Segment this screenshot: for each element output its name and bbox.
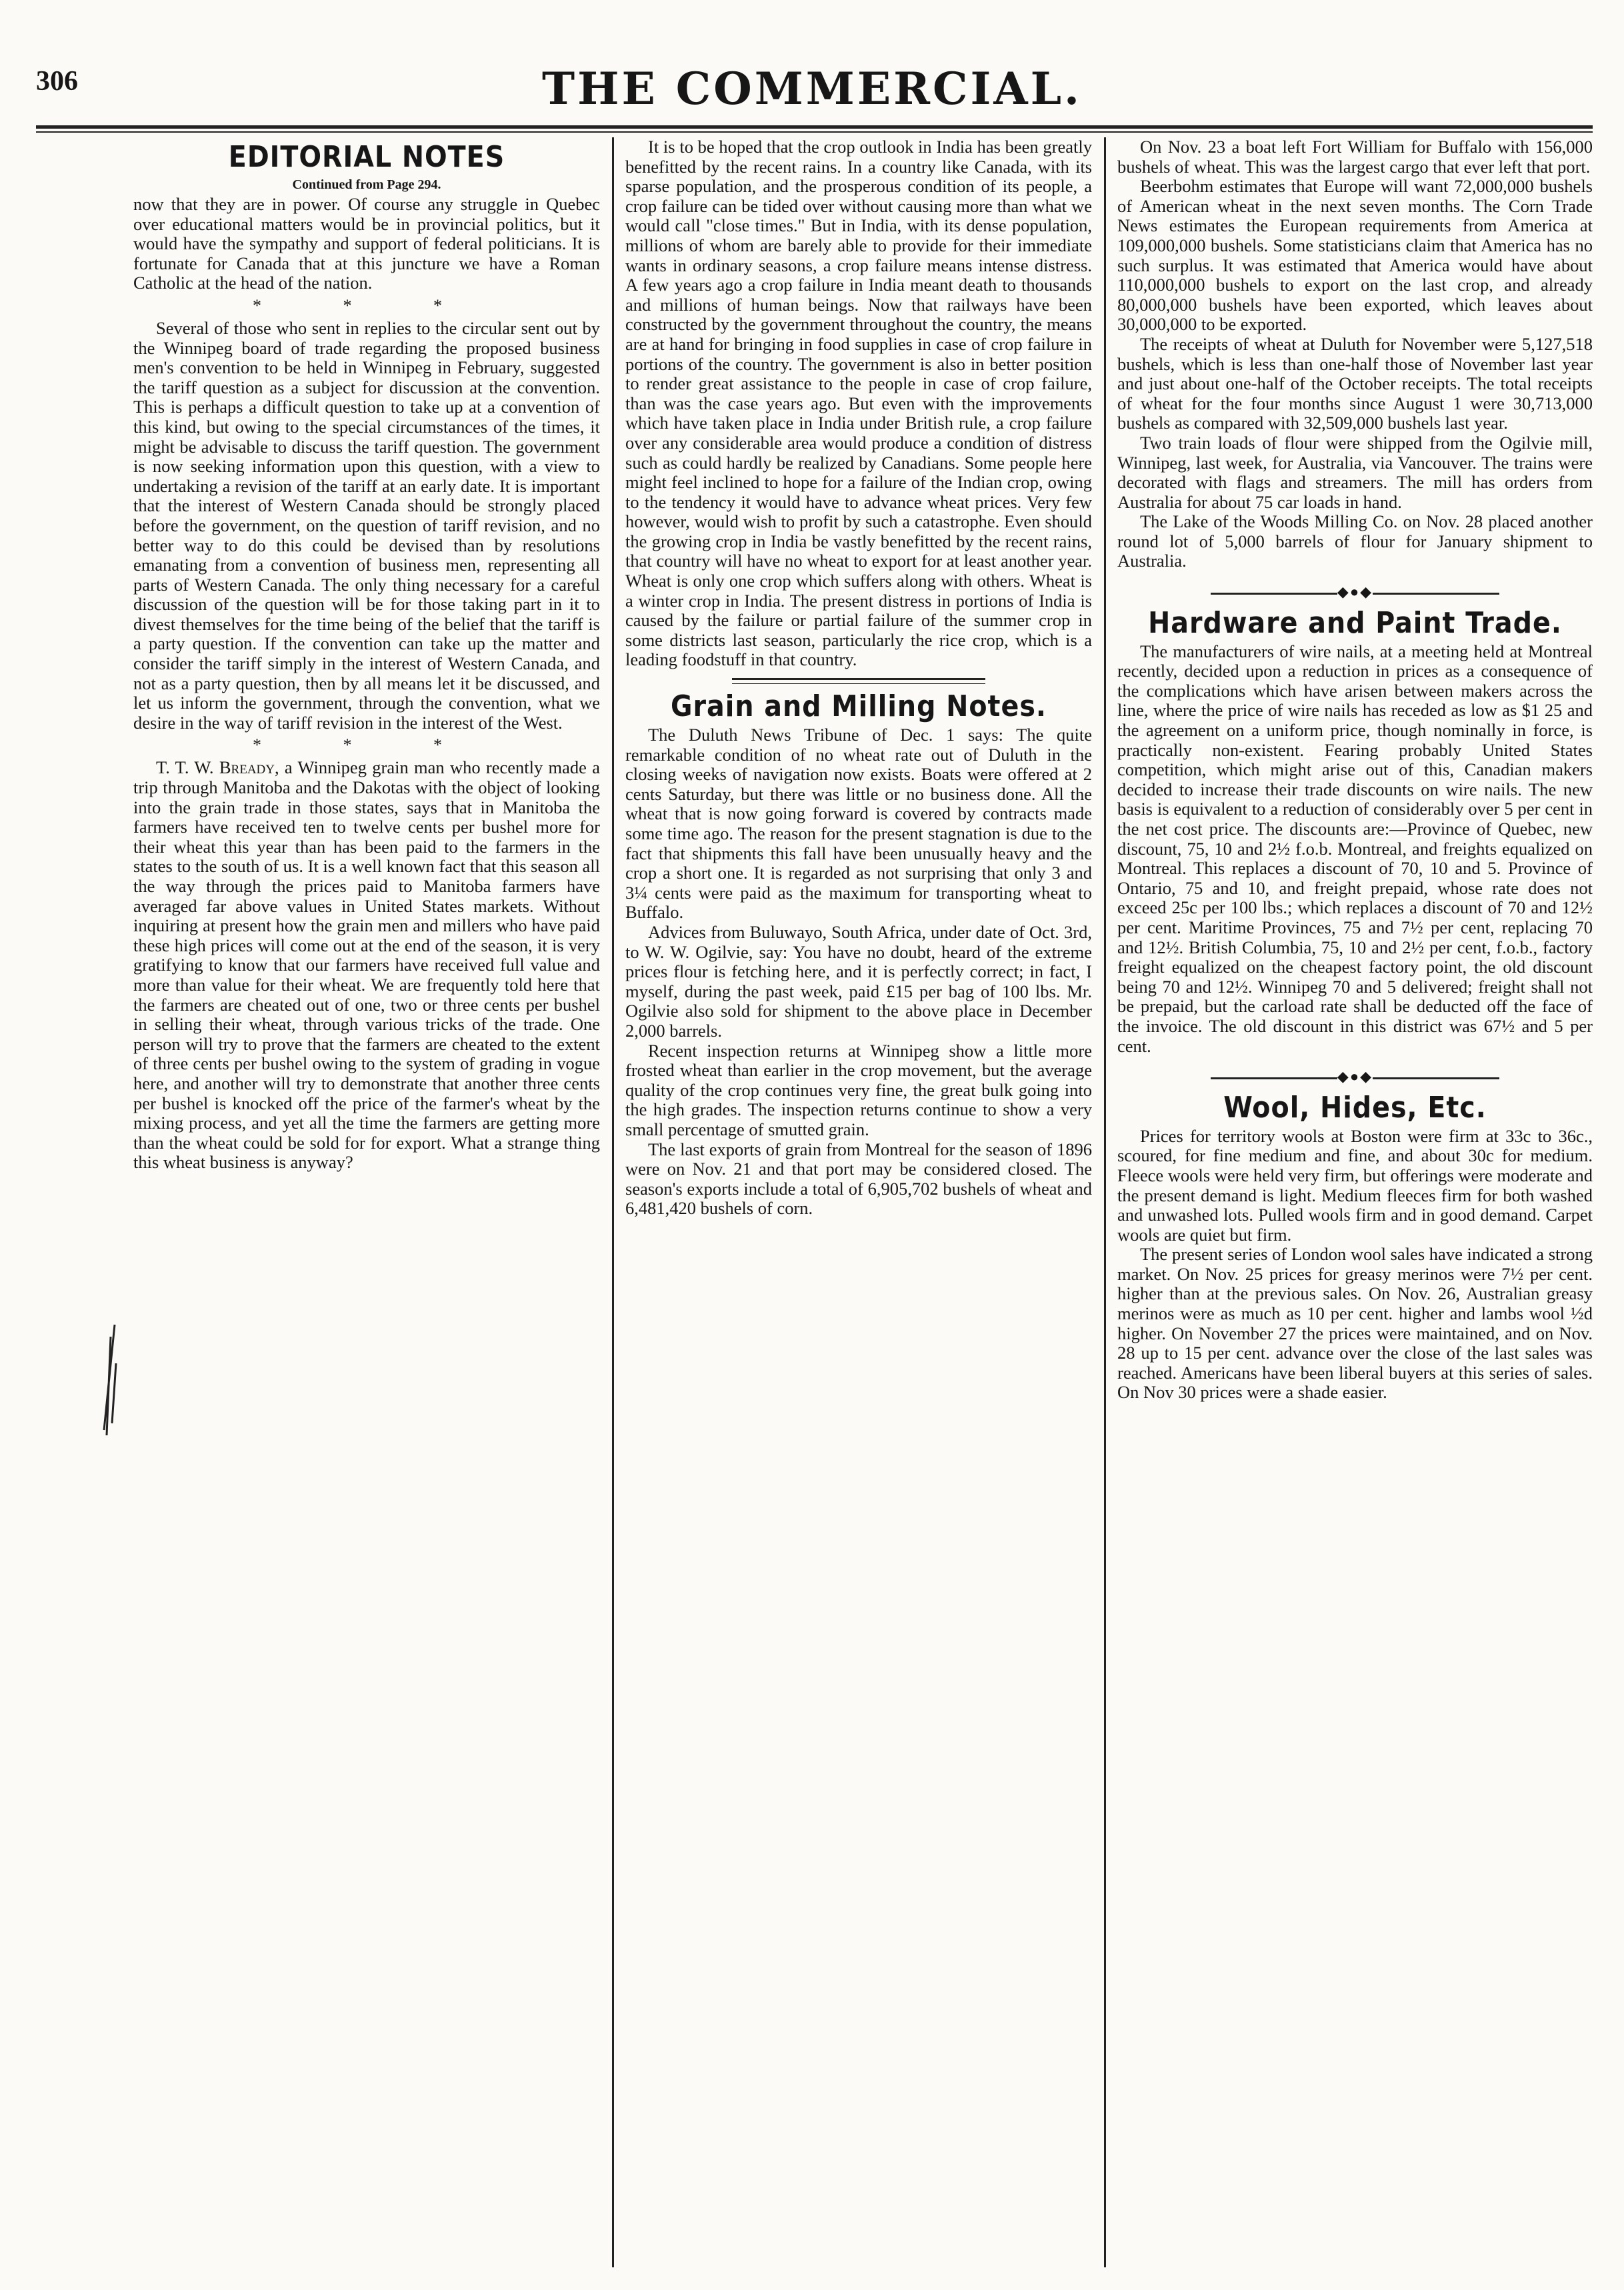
section-heading: Grain and Milling Notes. — [671, 689, 1047, 724]
article-paragraph: Advices from Buluwayo, South Africa, under date of Oct. 3rd, to W. W. Ogilvie, say: You have no doubt, heard of the extreme prices flour is fetching here, and it is perfectly correct; in fact, I myself, during the past week, paid £15 per bag of 100 lbs. Mr. Ogilvie also sold for shipment to the above place in December 2,000 barrels. — [625, 921, 1092, 1041]
section-break-stars: * * * — [253, 735, 481, 755]
article-paragraph: The receipts of wheat at Duluth for November were 5,127,518 bushels, which is less than one-half those of November last year and just about one-half of the October receipts. The total receipts of wheat for the four months since August 1 were 30,713,000 bushels as compared with 32,509,000 bushels last year. — [1117, 333, 1593, 433]
article-paragraph: The Lake of the Woods Milling Co. on Nov. 28 placed another round lot of 5,000 barrels of flour for January shipment to Australia. — [1117, 511, 1593, 571]
article-paragraph: On Nov. 23 a boat left Fort William for Buffalo with 156,000 bushels of wheat. This was the largest cargo that ever left that port. — [1117, 137, 1593, 177]
article-paragraph: Several of those who sent in replies to the circular sent out by the Winnipeg board of trade regarding the proposed business men's convention to be held in Winnipeg in February, suggested the tariff question as a subject for discussion at the convention. This is perhaps a difficult question to take up at a convention of this kind, but owing to the special circumstances of the times, it might be advisable to discuss the tariff question. The government is now seeking information upon this question, with a view to undertaking a revision of the tariff at an early date. It is important that the interest of Western Canada should be strongly placed before the government, on the question of tariff revision, and no better way to do this could be devised than by resolutions emanating from a convention of business men, representing all parts of Western Canada. The only thing necessary for a careful discussion of the question will be for those taking part in it to divest themselves for the time being of the belief that the tariff is a party question. If the convention can take up the matter and consider the tariff simply in the interest of Western Canada, and not as a party question, then by all means let it be discussed, and let us inform the government, through the convention, what we desire in the way of tariff revision in the interest of the West. — [133, 317, 600, 733]
masthead-title: THE COMMERCIAL. — [541, 63, 1083, 115]
column-1 — [133, 137, 600, 1173]
article-paragraph: The manufacturers of wire nails, at a meeting held at Montreal recently, decided upon a reduction in prices as a consequence of the complications which have arisen between makers across the line, where the price of wire nails has receded as low as $1 25 and the agreement on a uniform price, though nominally in force, is practically non-existent. Fearing probably United States competition, which might arise out of this, Canadian makers decided to increase their trade discounts on wire nails. The new basis is equivalent to a reduction of considerably over 5 per cent in the net cost price. The discounts are:—Province of Quebec, new discount, 75, 10 and 2½ f.o.b. Montreal, and freights equalized on Montreal. This replaces a discount of 70, 10 and 5. Province of Ontario, 75 and 10, and freight prepaid, whose rate does not exceed 25c per 100 lbs.; which replaces a discount of 70 and 12½ per cent. Maritime Provinces, 75 and 7½ per cent, replacing 70 and 12½. British Columbia, 75, 10 and 2½ per cent, f.o.b., factory freight equalized on the cheapest factory point, the old discount being 70 and 12½. Winnipeg 70 and 5 delivered; freight shall not be prepaid, but the carload rate shall be deducted off the face of the invoice. The old discount in this district was 67½ and 5 per cent. — [1117, 641, 1593, 1056]
page-number: 306 — [36, 66, 78, 97]
article-paragraph: The last exports of grain from Montreal for the season of 1896 were on Nov. 21 and that port may be considered closed. The season's exports include a total of 6,905,702 bushels of wheat and 6,481,420 bushels of corn. — [625, 1139, 1092, 1219]
section-divider — [732, 678, 985, 684]
article-paragraph: The Duluth News Tribune of Dec. 1 says: The quite remarkable condition of no wheat rate out of Duluth in the closing weeks of navigation now exists. Boats were offered at 2 cents Saturday, but there was little or no business done. All the wheat that is now going forward is covered by contracts made some time ago. The reason for the present stagnation is due to the fact that shipments this fall have been unusually heavy and the crop a short one. It is regarded as not surprising that only 3 and 3¼ cents were paid as the maximum for transporting wheat to Buffalo. — [625, 725, 1092, 923]
section-heading: Hardware and Paint Trade. — [1148, 605, 1562, 640]
article-paragraph: Beerbohm estimates that Europe will want 72,000,000 bushels of American wheat in the next seven months. The Corn Trade News estimates the European requirements from America at 109,000,000 bushels. Some statisticians claim that America has no such surplus. It was estimated that America would have about 110,000,000 bushels to export on the last crop, and already 80,000,000 bushels have been exported, which leaves about 30,000,000 to be exported. — [1117, 176, 1593, 335]
section-ornament-divider: ◆●◆ — [1117, 582, 1593, 602]
header-rule-thin — [36, 131, 1593, 133]
section-heading: Wool, Hides, Etc. — [1223, 1090, 1487, 1125]
article-paragraph: Recent inspection returns at Winnipeg show a little more frosted wheat than earlier in the crop movement, but the average quality of the crop continues very fine, the great bulk going into the high grades. The inspection returns continue to show a very small percentage of smutted grain. — [625, 1040, 1092, 1139]
article-paragraph: now that they are in power. Of course any struggle in Quebec over educational matters would be in provincial politics, but it would have the sympathy and support of federal politicians. It is fortunate for Canada that at this juncture we have a Roman Catholic at the head of the nation. — [133, 194, 600, 293]
section-break-stars: * * * — [253, 295, 481, 315]
column-separator-1 — [612, 137, 614, 2267]
column-3 — [1117, 137, 1593, 1403]
header-rule-thick — [36, 125, 1593, 129]
article-paragraph: It is to be hoped that the crop outlook in India has been greatly benefitted by the recent rains. In a country like Canada, with its sparse population, and the prosperous condition of its people, a crop failure can be tided over without causing more than what we would call "close times." But in India, with its dense population, millions of whom are barely able to provide for their immediate wants in ordinary seasons, a crop failure means intense distress. A few years ago a crop failure in India meant death to thousands and millions of human beings. Now that railways have been constructed by the government throughout the country, the means are at hand for bringing in food supplies in case of crop failure in portions of the country. The government is also in better position to render great assistance to the people in case of crop failure, than was the case years ago. But even with the improvements which have taken place in India under British rule, a crop failure over any considerable area would produce a condition of distress such as could hardly be realized by Canadians. Some people here might feel inclined to hope for a failure of the Indian crop, owing to the tendency it would have to advance wheat prices. Very few however, would wish to profit by such a catastrophe. Even should the growing crop in India be vastly benefitted by the recent rains, that country will have no wheat to export for at least another year. Wheat is only one crop which suffers along with others. Wheat is a winter crop in India. The present distress in portions of India is caused by the failure or partial failure of the summer crop in some districts last season, particularly the rice crop, which is a leading foodstuff in that country. — [625, 137, 1092, 670]
section-ornament-divider: ◆●◆ — [1117, 1067, 1593, 1087]
article-paragraph: Two train loads of flour were shipped from the Ogilvie mill, Winnipeg, last week, for Australia, via Vancouver. The trains were decorated with flags and streamers. The mill has orders from Australia for about 75 car loads in hand. — [1117, 432, 1593, 512]
section-heading: EDITORIAL NOTES — [228, 140, 505, 174]
continued-note: Continued from Page 294. — [292, 177, 441, 192]
column-2 — [625, 137, 1092, 1219]
column-separator-2 — [1104, 137, 1106, 2267]
lead-name: T. T. W. Bready, — [156, 757, 279, 778]
margin-pencil-mark — [100, 1323, 120, 1437]
article-paragraph: Prices for territory wools at Boston were firm at 33c to 36c., scoured, for fine medium and fine, and about 30c for medium. Fleece wools were held very firm, but offerings were moderate and the present demand is light. Medium fleeces firm for both washed and unwashed lots. Pulled wools firm and in good demand. Carpet wools are quiet but firm. — [1117, 1125, 1593, 1245]
article-paragraph: T. T. W. Bready, a Winnipeg grain man who recently made a trip through Manitoba and the Dakotas with the object of looking into the grain trade in those states, says that in Manitoba the farmers have received ten to twelve cents per bushel more for their wheat this year than has been paid to the farmers in the states to the south of us. It is a well known fact that this season all the way through the prices paid to Manitoba farmers have averaged far above values in United States markets. Without inquiring at present how the grain men and millers who have paid these high prices will come out at the end of the season, it is very gratifying to know that our farmers have received full value and more than value for their wheat. We are frequently told here that the farmers are cheated out of one, two or three cents per bushel in selling their wheat, through various tricks of the trade. One person will try to prove that the farmers are cheated to the extent of three cents per bushel owing to the system of grading in vogue here, and another will try to demonstrate that another three cents per bushel is knocked off the price of the farmer's wheat by the mixing process, and yet all the time the farmers are getting more than the wheat could be sold for for export. What a strange thing this wheat business is anyway? — [133, 757, 600, 1173]
article-paragraph: The present series of London wool sales have indicated a strong market. On Nov. 25 prices for greasy merinos were 7½ per cent. higher than at the previous sales. On Nov. 26, Australian greasy merinos were as much as 10 per cent. higher and lambs wool ½d higher. On November 27 the prices were maintained, and on Nov. 28 up to 15 per cent. advance over the close of the last sales was reached. Americans have been liberal buyers at this series of sales. On Nov 30 prices were a shade easier. — [1117, 1244, 1593, 1403]
